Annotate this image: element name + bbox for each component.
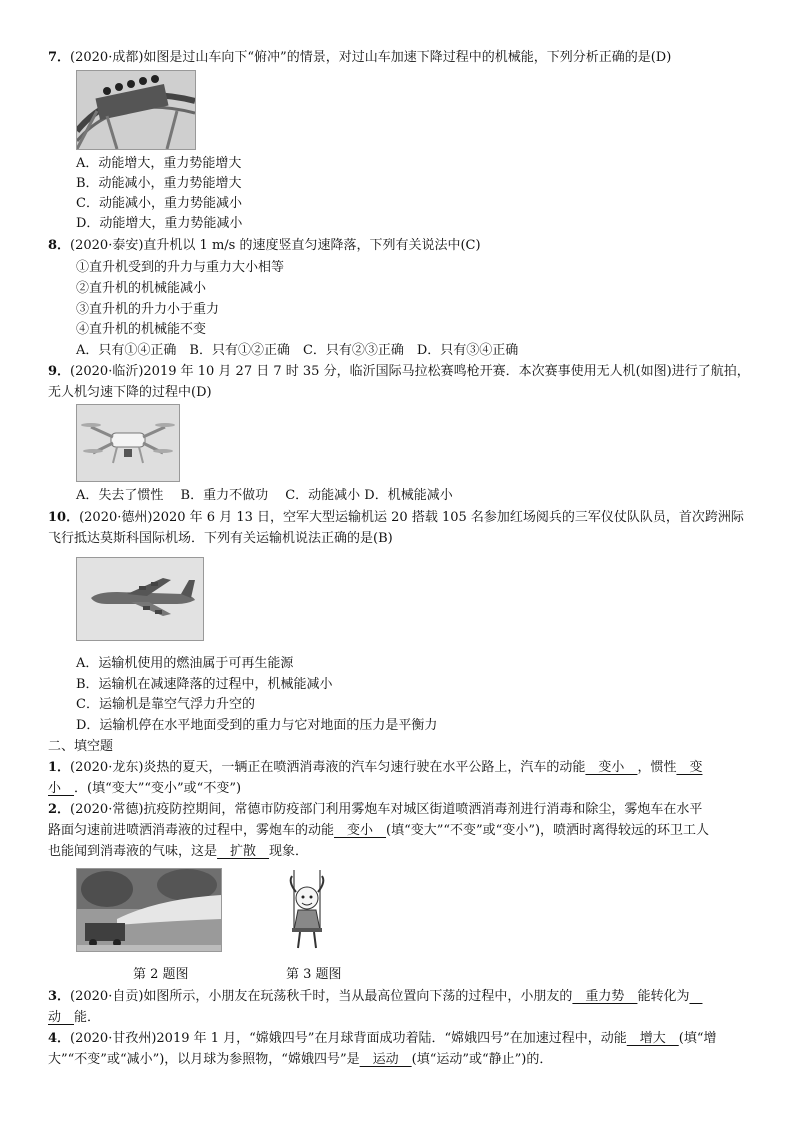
f1-text-a: (2020·龙东)炎热的夏天，一辆正在喷洒消毒液的汽车匀速行驶在水平公路上，汽车的动能 bbox=[70, 760, 586, 775]
q10-text1: (2020·德州)2020 年 6 月 13 日，空军大型运输机运 20 搭载 105 名参加红场阅兵的三军仪仗队队员，首次跨洲际 bbox=[79, 510, 744, 525]
q7-number: 7． bbox=[48, 50, 71, 65]
f1-answer-1: 变小 bbox=[585, 760, 638, 775]
f3-answer-1: 重力势 bbox=[572, 989, 638, 1004]
f1-hint: ．(填“变大”“变小”或“不变”) bbox=[74, 781, 242, 796]
f1-line2 bbox=[48, 779, 748, 799]
f4-answer-1: 增大 bbox=[626, 1031, 679, 1046]
f1-number: 1． bbox=[48, 760, 71, 775]
f2-number: 2． bbox=[48, 802, 71, 817]
figure-caption-3: 第 3 题图 bbox=[286, 967, 342, 982]
f2-text-3b: 现象． bbox=[269, 844, 309, 859]
q8-item-1: ①直升机受到的升力与重力大小相等 bbox=[76, 260, 285, 275]
q10-stem-line2: 飞行抵达莫斯科国际机场．下列有关运输机说法正确的是(B) bbox=[48, 531, 393, 546]
q9-stem-line1 bbox=[48, 362, 748, 382]
f4-text-a: (2020·甘孜州)2019 年 1 月，“嫦娥四号”在月球背面成功着陆．“嫦娥四号”在加速过程中，动能 bbox=[70, 1031, 627, 1046]
f1-text-b: ，惯性 bbox=[637, 760, 677, 775]
q9-stem-line2: 无人机匀速下降的过程中(D) bbox=[48, 385, 212, 400]
f4-answer-2: 运动 bbox=[359, 1052, 412, 1067]
f3-text-c: 能． bbox=[74, 1010, 101, 1025]
roller-coaster-image bbox=[76, 70, 196, 150]
f4-text-d: (填“运动”或“静止”)的． bbox=[411, 1052, 553, 1067]
f4-text-b: (填“增 bbox=[678, 1031, 717, 1046]
f2-text-2a: 路面匀速前进喷洒消毒液的过程中，雾炮车的动能 bbox=[48, 823, 335, 838]
f2-text-3a: 也能闻到消毒液的气味，这是 bbox=[48, 844, 218, 859]
q8-options: A．只有①④正确 B．只有①②正确 C．只有②③正确 D．只有③④正确 bbox=[76, 343, 519, 358]
q8-stem bbox=[48, 236, 748, 256]
section-heading: 二、填空题 bbox=[48, 739, 114, 754]
f4-line2 bbox=[48, 1050, 748, 1070]
q8-item-4: ④直升机的机械能不变 bbox=[76, 322, 207, 337]
f3-number: 3． bbox=[48, 989, 71, 1004]
q9-options: A．失去了惯性 B．重力不做功 C．动能减小 D．机械能减小 bbox=[76, 488, 453, 503]
q8-item-2: ②直升机的机械能减小 bbox=[76, 281, 207, 296]
transport-plane-image bbox=[76, 557, 204, 641]
f2-line3 bbox=[48, 842, 748, 862]
q9-text1: (2020·临沂)2019 年 10 月 27 日 7 时 35 分，临沂国际马拉松赛鸣枪开赛．本次赛事使用无人机(如图)进行了航拍， bbox=[70, 364, 750, 379]
f2-line1 bbox=[48, 800, 748, 820]
q7-option-c: C．动能减小，重力势能减小 bbox=[76, 196, 242, 211]
f1-answer-2-part2: 小 bbox=[48, 781, 75, 796]
f4-number: 4． bbox=[48, 1031, 71, 1046]
f1-line1 bbox=[48, 758, 748, 778]
f2-line2 bbox=[48, 821, 748, 841]
q10-stem-line1 bbox=[48, 508, 748, 528]
q9-number: 9． bbox=[48, 364, 71, 379]
swing-child-image bbox=[284, 868, 330, 954]
q10-option-d: D．运输机停在水平地面受到的重力与它对地面的压力是平衡力 bbox=[76, 718, 438, 733]
f4-text-c: 大”“不变”或“减小”)，以月球为参照物，“嫦娥四号”是 bbox=[48, 1052, 360, 1067]
f2-text-1: (2020·常德)抗疫防控期间，常德市防疫部门利用雾炮车对城区街道喷洒消毒剂进行消毒和除尘，雾炮车在水平 bbox=[70, 802, 703, 817]
q7-stem bbox=[48, 48, 748, 68]
f3-text-a: (2020·自贡)如图所示，小朋友在玩荡秋千时，当从最高位置向下荡的过程中，小朋友的 bbox=[70, 989, 573, 1004]
drone-image bbox=[76, 404, 180, 482]
q7-option-d: D．动能增大，重力势能减小 bbox=[76, 216, 243, 231]
q8-item-3: ③直升机的升力小于重力 bbox=[76, 302, 220, 317]
f3-text-b: 能转化为 bbox=[637, 989, 690, 1004]
f3-line2 bbox=[48, 1008, 748, 1028]
figure-caption-2: 第 2 题图 bbox=[133, 967, 189, 982]
q7-text: (2020·成都)如图是过山车向下“俯冲”的情景，对过山车加速下降过程中的机械能，下列分析正确的是(D) bbox=[70, 50, 672, 65]
q8-text: (2020·泰安)直升机以 1 m/s 的速度竖直匀速降落，下列有关说法中(C) bbox=[70, 238, 481, 253]
q7-option-a: A．动能增大，重力势能增大 bbox=[76, 156, 242, 171]
f3-answer-2-part1 bbox=[689, 989, 702, 1004]
q10-number: 10． bbox=[48, 510, 80, 525]
fog-cannon-truck-image bbox=[76, 868, 222, 952]
q10-option-b: B．运输机在减速降落的过程中，机械能减小 bbox=[76, 677, 333, 692]
f3-line1 bbox=[48, 987, 748, 1007]
q7-option-b: B．动能减小，重力势能增大 bbox=[76, 176, 242, 191]
f1-answer-2-part1: 变 bbox=[676, 760, 703, 775]
f2-answer-2: 扩散 bbox=[217, 844, 270, 859]
f3-answer-2-part2: 动 bbox=[48, 1010, 75, 1025]
f2-text-2b: (填“变大”“不变”或“变小”)，喷洒时离得较远的环卫工人 bbox=[386, 823, 710, 838]
q8-number: 8． bbox=[48, 238, 71, 253]
f2-answer-1: 变小 bbox=[334, 823, 387, 838]
f4-line1 bbox=[48, 1029, 748, 1049]
q10-option-c: C．运输机是靠空气浮力升空的 bbox=[76, 697, 255, 712]
q10-option-a: A．运输机使用的燃油属于可再生能源 bbox=[76, 656, 294, 671]
